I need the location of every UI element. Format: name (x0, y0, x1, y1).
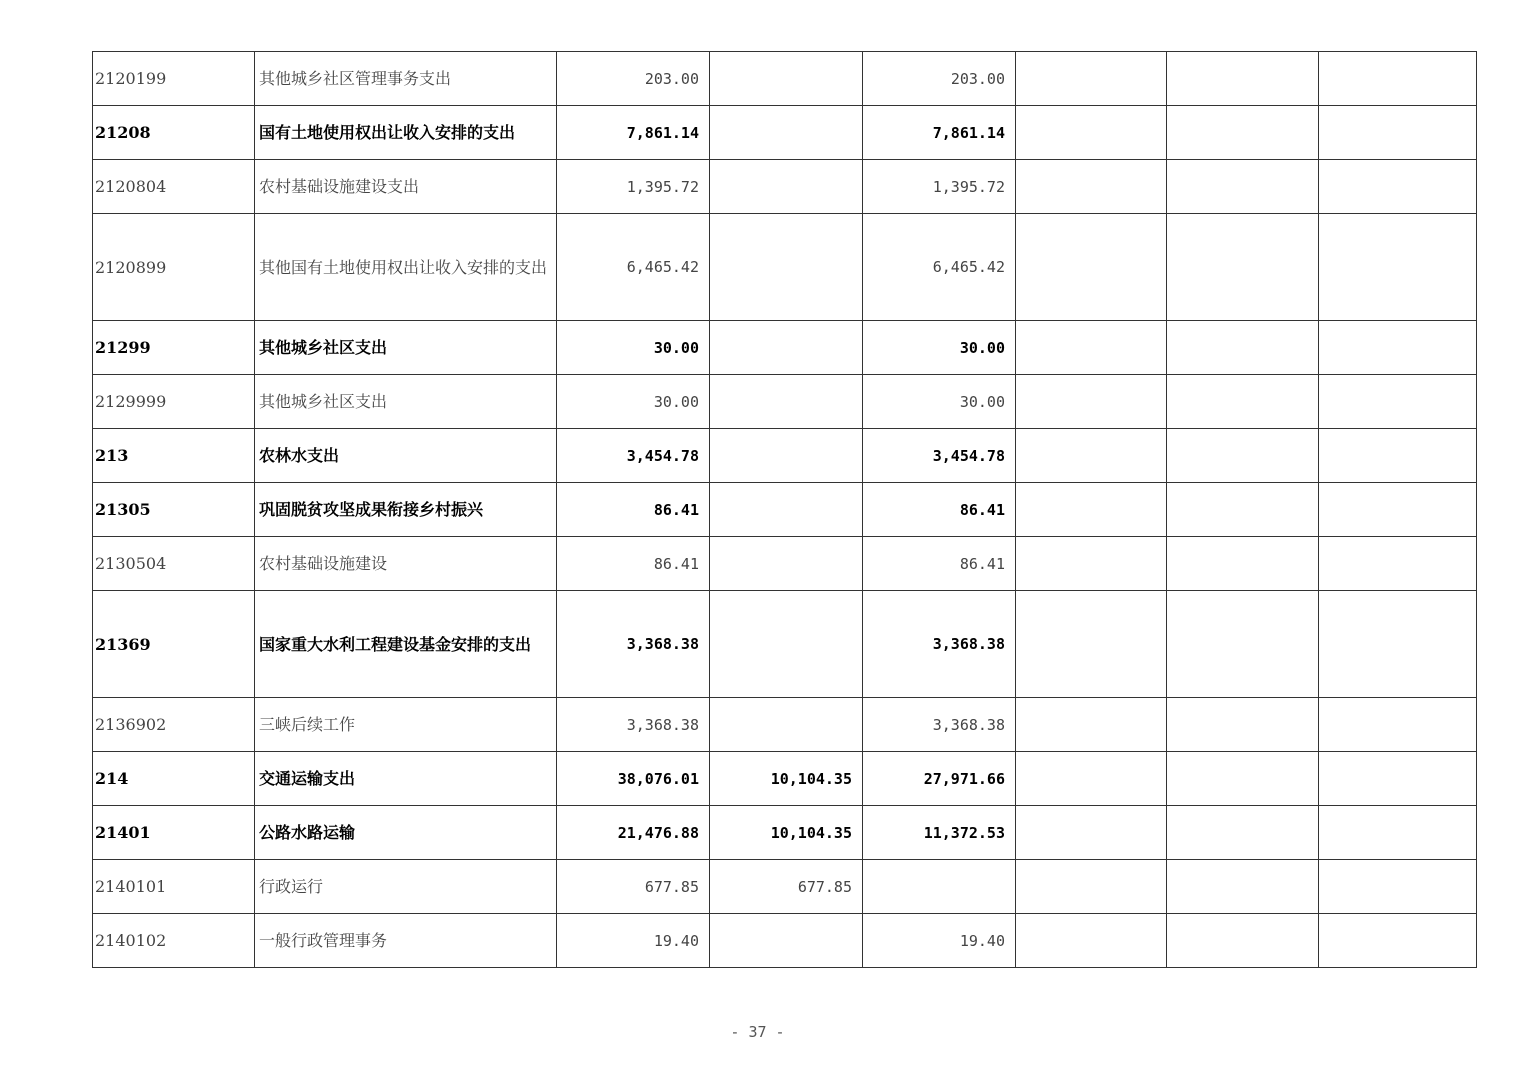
cell-total-amount: 1,395.72 (557, 160, 710, 214)
cell-empty-col-7 (1167, 860, 1319, 914)
cell-project-expenditure: 1,395.72 (863, 160, 1016, 214)
cell-basic-expenditure (710, 591, 863, 698)
cell-subject-code: 2130504 (93, 537, 255, 591)
cell-subject-name: 其他城乡社区支出 (255, 321, 557, 375)
page-number: - 37 - (730, 1023, 785, 1041)
table-row (93, 752, 1477, 806)
table-row (93, 537, 1477, 591)
cell-basic-expenditure (710, 106, 863, 160)
cell-basic-expenditure: 10,104.35 (710, 806, 863, 860)
table-row (93, 52, 1477, 106)
cell-total-amount: 30.00 (557, 375, 710, 429)
cell-empty-col-7 (1167, 698, 1319, 752)
cell-total-amount: 3,368.38 (557, 698, 710, 752)
cell-empty-col-7 (1167, 106, 1319, 160)
cell-project-expenditure: 3,368.38 (863, 591, 1016, 698)
cell-project-expenditure: 3,454.78 (863, 429, 1016, 483)
cell-empty-col-8 (1319, 591, 1477, 698)
cell-empty-col-6 (1016, 321, 1167, 375)
cell-project-expenditure: 86.41 (863, 483, 1016, 537)
cell-empty-col-6 (1016, 483, 1167, 537)
cell-empty-col-8 (1319, 698, 1477, 752)
cell-subject-code: 2140102 (93, 914, 255, 968)
cell-project-expenditure: 27,971.66 (863, 752, 1016, 806)
cell-subject-code: 2129999 (93, 375, 255, 429)
cell-project-expenditure: 19.40 (863, 914, 1016, 968)
cell-subject-code: 214 (93, 752, 255, 806)
cell-subject-name: 公路水路运输 (255, 806, 557, 860)
cell-empty-col-6 (1016, 106, 1167, 160)
cell-basic-expenditure (710, 375, 863, 429)
cell-empty-col-6 (1016, 214, 1167, 321)
cell-total-amount: 86.41 (557, 483, 710, 537)
cell-empty-col-7 (1167, 321, 1319, 375)
cell-project-expenditure: 86.41 (863, 537, 1016, 591)
cell-empty-col-6 (1016, 160, 1167, 214)
cell-total-amount: 3,368.38 (557, 591, 710, 698)
cell-subject-name: 三峡后续工作 (255, 698, 557, 752)
table-body (93, 52, 1477, 968)
cell-subject-code: 2136902 (93, 698, 255, 752)
cell-basic-expenditure (710, 537, 863, 591)
cell-subject-code: 213 (93, 429, 255, 483)
cell-total-amount: 6,465.42 (557, 214, 710, 321)
cell-project-expenditure: 203.00 (863, 52, 1016, 106)
table-row (93, 698, 1477, 752)
cell-subject-code: 2140101 (93, 860, 255, 914)
cell-project-expenditure: 30.00 (863, 375, 1016, 429)
cell-basic-expenditure (710, 698, 863, 752)
table-row (93, 429, 1477, 483)
cell-empty-col-8 (1319, 52, 1477, 106)
cell-empty-col-6 (1016, 698, 1167, 752)
cell-subject-name: 行政运行 (255, 860, 557, 914)
cell-project-expenditure: 3,368.38 (863, 698, 1016, 752)
cell-subject-name: 其他城乡社区支出 (255, 375, 557, 429)
cell-empty-col-6 (1016, 52, 1167, 106)
cell-empty-col-7 (1167, 375, 1319, 429)
cell-empty-col-6 (1016, 375, 1167, 429)
cell-empty-col-8 (1319, 860, 1477, 914)
cell-subject-code: 21369 (93, 591, 255, 698)
cell-empty-col-7 (1167, 160, 1319, 214)
cell-empty-col-8 (1319, 321, 1477, 375)
cell-basic-expenditure (710, 429, 863, 483)
cell-total-amount: 30.00 (557, 321, 710, 375)
cell-subject-code: 2120199 (93, 52, 255, 106)
cell-empty-col-6 (1016, 752, 1167, 806)
cell-empty-col-8 (1319, 375, 1477, 429)
table-row (93, 321, 1477, 375)
cell-subject-name: 农村基础设施建设 (255, 537, 557, 591)
cell-subject-name: 其他国有土地使用权出让收入安排的支出 (255, 214, 557, 321)
cell-empty-col-7 (1167, 52, 1319, 106)
budget-table (92, 51, 1477, 968)
table-row (93, 806, 1477, 860)
cell-empty-col-8 (1319, 752, 1477, 806)
cell-empty-col-8 (1319, 214, 1477, 321)
cell-subject-name: 农村基础设施建设支出 (255, 160, 557, 214)
cell-subject-code: 2120804 (93, 160, 255, 214)
cell-empty-col-8 (1319, 806, 1477, 860)
cell-empty-col-6 (1016, 860, 1167, 914)
table-row (93, 106, 1477, 160)
cell-empty-col-7 (1167, 537, 1319, 591)
cell-project-expenditure (863, 860, 1016, 914)
cell-subject-code: 21208 (93, 106, 255, 160)
cell-empty-col-7 (1167, 752, 1319, 806)
cell-subject-code: 2120899 (93, 214, 255, 321)
cell-total-amount: 86.41 (557, 537, 710, 591)
cell-subject-name: 一般行政管理事务 (255, 914, 557, 968)
table-row (93, 214, 1477, 321)
cell-basic-expenditure (710, 914, 863, 968)
cell-subject-name: 国有土地使用权出让收入安排的支出 (255, 106, 557, 160)
cell-empty-col-7 (1167, 914, 1319, 968)
cell-subject-name: 交通运输支出 (255, 752, 557, 806)
cell-empty-col-8 (1319, 483, 1477, 537)
cell-empty-col-8 (1319, 429, 1477, 483)
cell-subject-name: 农林水支出 (255, 429, 557, 483)
cell-subject-name: 国家重大水利工程建设基金安排的支出 (255, 591, 557, 698)
cell-empty-col-8 (1319, 914, 1477, 968)
cell-subject-name: 巩固脱贫攻坚成果衔接乡村振兴 (255, 483, 557, 537)
cell-empty-col-6 (1016, 591, 1167, 698)
cell-basic-expenditure (710, 321, 863, 375)
cell-empty-col-7 (1167, 214, 1319, 321)
cell-empty-col-8 (1319, 537, 1477, 591)
cell-basic-expenditure (710, 483, 863, 537)
cell-empty-col-7 (1167, 591, 1319, 698)
cell-empty-col-6 (1016, 537, 1167, 591)
cell-total-amount: 19.40 (557, 914, 710, 968)
cell-basic-expenditure: 677.85 (710, 860, 863, 914)
cell-empty-col-7 (1167, 806, 1319, 860)
cell-basic-expenditure (710, 160, 863, 214)
table-row (93, 860, 1477, 914)
cell-basic-expenditure: 10,104.35 (710, 752, 863, 806)
cell-total-amount: 21,476.88 (557, 806, 710, 860)
table-row (93, 914, 1477, 968)
cell-total-amount: 3,454.78 (557, 429, 710, 483)
cell-empty-col-6 (1016, 429, 1167, 483)
cell-subject-code: 21299 (93, 321, 255, 375)
cell-project-expenditure: 30.00 (863, 321, 1016, 375)
cell-basic-expenditure (710, 52, 863, 106)
cell-total-amount: 38,076.01 (557, 752, 710, 806)
cell-empty-col-8 (1319, 160, 1477, 214)
cell-subject-name: 其他城乡社区管理事务支出 (255, 52, 557, 106)
table-row (93, 160, 1477, 214)
table-row (93, 375, 1477, 429)
table-row (93, 483, 1477, 537)
table-row (93, 591, 1477, 698)
cell-subject-code: 21401 (93, 806, 255, 860)
cell-empty-col-6 (1016, 806, 1167, 860)
cell-total-amount: 7,861.14 (557, 106, 710, 160)
cell-basic-expenditure (710, 214, 863, 321)
cell-total-amount: 203.00 (557, 52, 710, 106)
cell-empty-col-7 (1167, 429, 1319, 483)
cell-subject-code: 21305 (93, 483, 255, 537)
cell-total-amount: 677.85 (557, 860, 710, 914)
cell-project-expenditure: 7,861.14 (863, 106, 1016, 160)
cell-empty-col-7 (1167, 483, 1319, 537)
cell-empty-col-8 (1319, 106, 1477, 160)
cell-empty-col-6 (1016, 914, 1167, 968)
cell-project-expenditure: 11,372.53 (863, 806, 1016, 860)
cell-project-expenditure: 6,465.42 (863, 214, 1016, 321)
